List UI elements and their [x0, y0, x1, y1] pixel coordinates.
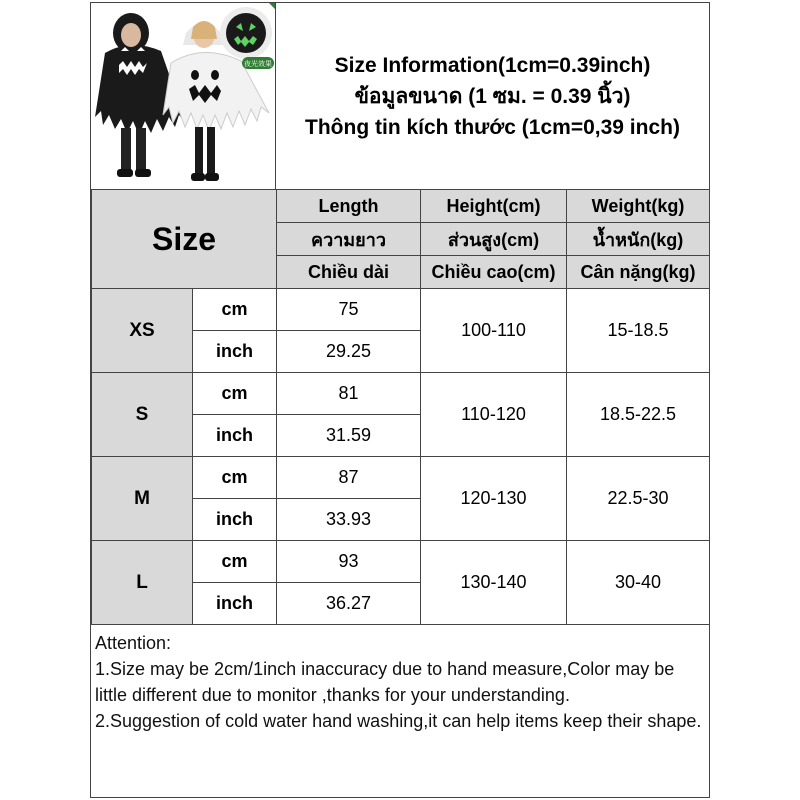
size-cell-xs: XS [92, 289, 193, 373]
table-row [92, 541, 710, 583]
attention-notes [91, 630, 709, 734]
length-inch-m: 33.93 [277, 499, 421, 541]
title-thai: ข้อมูลขนาด (1 ซม. = 0.39 นิ้ว) [354, 84, 631, 108]
weight-xs: 15-18.5 [567, 289, 710, 373]
weight-s: 18.5-22.5 [567, 373, 710, 457]
size-table [91, 189, 710, 625]
length-inch-xs: 29.25 [277, 331, 421, 373]
length-cm-l: 93 [277, 541, 421, 583]
size-cell-l: L [92, 541, 193, 625]
column-header-height: Height(cm) [421, 190, 567, 223]
column-header-weight-thai: น้ำหนัก(kg) [567, 223, 710, 256]
unit-inch: inch [193, 499, 277, 541]
weight-l: 30-40 [567, 541, 710, 625]
column-header-height-vietnamese: Chiều cao(cm) [421, 256, 567, 289]
table-row [92, 373, 710, 415]
unit-cm: cm [193, 373, 277, 415]
unit-inch: inch [193, 331, 277, 373]
ghost-costume-illustration [91, 3, 276, 189]
ghost-face-icon [220, 7, 272, 59]
unit-inch: inch [193, 415, 277, 457]
unit-inch: inch [193, 583, 277, 625]
size-chart-sheet [90, 2, 710, 798]
size-information-title [276, 3, 709, 189]
column-header-weight-vietnamese: Cân nặng(kg) [567, 256, 710, 289]
table-row [92, 289, 710, 331]
table-row [92, 457, 710, 499]
column-header-length: Length [277, 190, 421, 223]
height-l: 130-140 [421, 541, 567, 625]
length-inch-s: 31.59 [277, 415, 421, 457]
unit-cm: cm [193, 541, 277, 583]
weight-m: 22.5-30 [567, 457, 710, 541]
note-item-washing: 2.Suggestion of cold water hand washing,it can help items keep their shape. [95, 711, 702, 731]
product-photo [91, 3, 276, 189]
title-english: Size Information(1cm=0.39inch) [334, 53, 651, 77]
glow-badge [242, 57, 274, 69]
length-cm-m: 87 [277, 457, 421, 499]
column-header-length-thai: ความยาว [277, 223, 421, 256]
notes-heading: Attention: [95, 633, 172, 653]
unit-cm: cm [193, 457, 277, 499]
size-cell-m: M [92, 457, 193, 541]
size-header: Size [92, 190, 277, 289]
header-row-english [92, 190, 710, 223]
title-vietnamese: Thông tin kích thước (1cm=0,39 inch) [305, 115, 680, 139]
note-item-measurement: 1.Size may be 2cm/1inch inaccuracy due to hand measure,Color may be little different due to monitor ,thanks for your understanding. [95, 659, 675, 705]
svg-text:夜光效果: 夜光效果 [244, 60, 272, 68]
height-m: 120-130 [421, 457, 567, 541]
column-header-weight: Weight(kg) [567, 190, 710, 223]
height-s: 110-120 [421, 373, 567, 457]
height-xs: 100-110 [421, 289, 567, 373]
length-inch-l: 36.27 [277, 583, 421, 625]
unit-cm: cm [193, 289, 277, 331]
size-cell-s: S [92, 373, 193, 457]
column-header-length-vietnamese: Chiều dài [277, 256, 421, 289]
length-cm-xs: 75 [277, 289, 421, 331]
column-header-height-thai: ส่วนสูง(cm) [421, 223, 567, 256]
length-cm-s: 81 [277, 373, 421, 415]
